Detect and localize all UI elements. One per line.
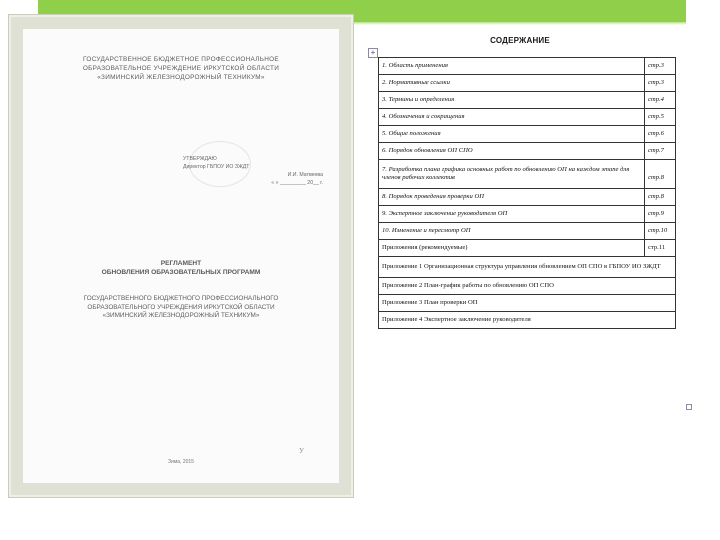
- contents-row-title: 9. Экспертное заключение руководителя ОП: [379, 206, 645, 223]
- contents-row-page: стр.8: [645, 189, 676, 206]
- contents-row: [379, 58, 676, 75]
- approval-signature: И.И. Матвеева: [287, 172, 323, 178]
- regulation-body: [23, 295, 339, 321]
- contents-title: СОДЕРЖАНИЕ: [490, 36, 550, 45]
- contents-row: [379, 92, 676, 109]
- organization-header: [23, 55, 339, 82]
- regulation-title-line: РЕГЛАМЕНТ: [160, 260, 202, 267]
- contents-row: [379, 109, 676, 126]
- approval-line: УТВЕРЖДАЮ: [183, 156, 217, 162]
- contents-row-page: стр.6: [645, 126, 676, 143]
- contents-row-title: 10. Изменение и пересмотр ОП: [379, 223, 645, 240]
- city-year: Зима, 2015: [168, 459, 194, 465]
- contents-row: [379, 75, 676, 92]
- table-resize-handle-icon[interactable]: [686, 404, 692, 410]
- contents-row-title: 5. Общие положения: [379, 126, 645, 143]
- contents-row-title: 1. Область применения: [379, 58, 645, 75]
- contents-row: [379, 160, 676, 189]
- title-page: [23, 29, 339, 483]
- contents-row-title: 6. Порядок обновления ОП СПО: [379, 143, 645, 160]
- approval-date: « » _________ 20__ г.: [271, 180, 323, 186]
- org-line: ОБРАЗОВАТЕЛЬНОЕ УЧРЕЖДЕНИЕ ИРКУТСКОЙ ОБЛАСТИ: [82, 65, 280, 72]
- contents-row: [379, 312, 676, 329]
- contents-table: [378, 57, 676, 329]
- contents-row-page: стр.9: [645, 206, 676, 223]
- scanned-title-page-frame: [8, 14, 354, 498]
- contents-row: [379, 206, 676, 223]
- contents-row-title: Приложения (рекомендуемые): [379, 240, 645, 257]
- regulation-title-line: ОБНОВЛЕНИЯ ОБРАЗОВАТЕЛЬНЫХ ПРОГРАММ: [101, 269, 261, 276]
- contents-row-title: 8. Порядок проведения проверки ОП: [379, 189, 645, 206]
- contents-row-title: 4. Обозначения и сокращения: [379, 109, 645, 126]
- contents-row-title: Приложение 4 Экспертное заключение руководителя: [379, 312, 676, 329]
- contents-row-page: стр.5: [645, 109, 676, 126]
- contents-row-title: 7. Разработка плана графика основных работ по обновлению ОП на каждом этапе для членов рабочих коллектив: [379, 160, 645, 189]
- contents-row-page: стр.3: [645, 75, 676, 92]
- regulation-body-line: ОБРАЗОВАТЕЛЬНОГО УЧРЕЖДЕНИЯ ИРКУТСКОЙ ОБЛАСТИ: [87, 303, 275, 311]
- contents-row-title: Приложение 1 Организационная структура управления обновлением ОП СПО в ГБПОУ ИО ЗЖДТ: [379, 257, 676, 278]
- contents-row: [379, 126, 676, 143]
- contents-row-page: стр.11: [645, 240, 676, 257]
- regulation-body-line: «ЗИМИНСКИЙ ЖЕЛЕЗНОДОРОЖНЫЙ ТЕХНИКУМ»: [102, 312, 260, 320]
- contents-row: [379, 257, 676, 278]
- contents-row: [379, 223, 676, 240]
- contents-row-page: стр.4: [645, 92, 676, 109]
- margin-mark: У: [299, 447, 304, 455]
- table-move-handle-icon[interactable]: +: [368, 48, 378, 58]
- contents-row: [379, 143, 676, 160]
- org-line: ГОСУДАРСТВЕННОЕ БЮДЖЕТНОЕ ПРОФЕССИОНАЛЬНОЕ: [83, 56, 279, 63]
- contents-row-title: Приложение 2 План-график работы по обновлению ОП СПО: [379, 278, 676, 295]
- contents-row-title: 3. Термины и определения: [379, 92, 645, 109]
- contents-row-title: Приложение 3 План проверки ОП: [379, 295, 676, 312]
- approval-line: Директор ГБПОУ ИО ЗЖДТ: [183, 164, 250, 170]
- contents-row: [379, 189, 676, 206]
- contents-row-title: 2. Нормативные ссылки: [379, 75, 645, 92]
- regulation-body-line: ГОСУДАРСТВЕННОГО БЮДЖЕТНОГО ПРОФЕССИОНАЛЬНОГО: [83, 295, 279, 302]
- regulation-title: [23, 259, 339, 277]
- approval-block: [183, 155, 323, 187]
- contents-row-page: стр.10: [645, 223, 676, 240]
- contents-row: [379, 240, 676, 257]
- contents-row-page: стр.3: [645, 58, 676, 75]
- contents-row-page: стр.7: [645, 143, 676, 160]
- contents-row-page: стр.8: [645, 160, 676, 189]
- contents-row: [379, 278, 676, 295]
- org-line: «ЗИМИНСКИЙ ЖЕЛЕЗНОДОРОЖНЫЙ ТЕХНИКУМ»: [97, 74, 265, 81]
- contents-row: [379, 295, 676, 312]
